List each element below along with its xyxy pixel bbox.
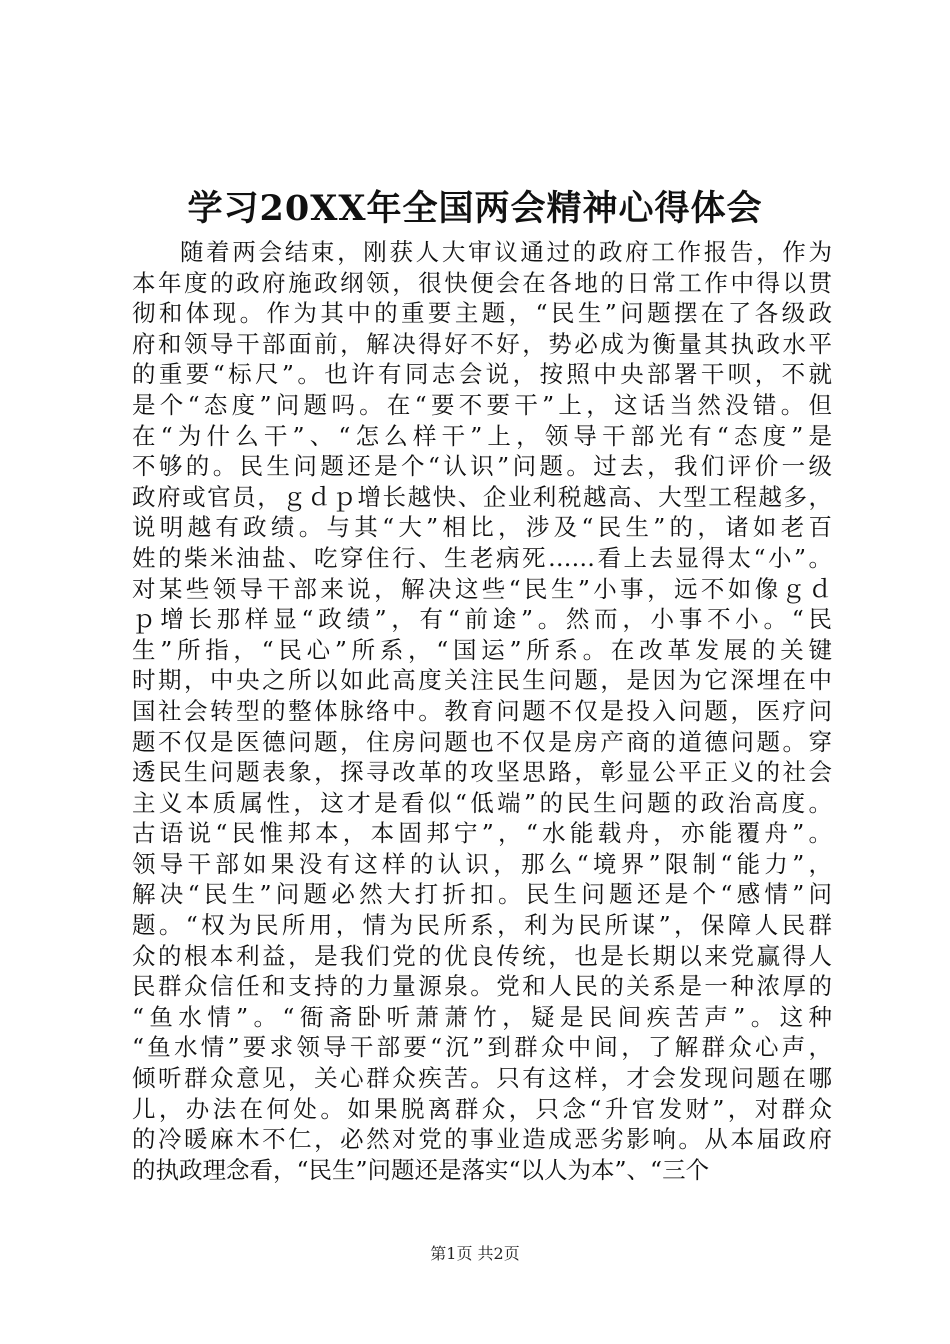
text-line: 领导干部如果没有这样的认识，那么“境界”限制“能力”， bbox=[132, 849, 832, 878]
text-line: 政府或官员，ｇｄｐ增长越快、企业利税越高、大型工程越多， bbox=[132, 482, 832, 511]
text-line: 生”所指，“民心”所系，“国运”所系。在改革发展的关键 bbox=[132, 635, 832, 664]
text-line: 古语说“民惟邦本，本固邦宁”，“水能载舟，亦能覆舟”。 bbox=[132, 819, 832, 848]
page-number: 第1页 共2页 bbox=[430, 1244, 520, 1263]
body-paragraph bbox=[132, 237, 832, 1185]
text-line: 主义本质属性，这才是看似“低端”的民生问题的政治高度。 bbox=[132, 788, 832, 817]
text-line: 题。“权为民所用，情为民所系，利为民所谋”，保障人民群 bbox=[132, 911, 832, 940]
text-line: 说明越有政绩。与其“大”相比，涉及“民生”的，诸如老百 bbox=[132, 513, 832, 542]
text-line: 在“为什么干”、“怎么样干”上，领导干部光有“态度”是 bbox=[132, 421, 832, 450]
text-line: 国社会转型的整体脉络中。教育问题不仅是投入问题，医疗问 bbox=[132, 696, 832, 725]
text-line: 府和领导干部面前，解决得好不好，势必成为衡量其执政水平 bbox=[132, 329, 832, 358]
text-line: 是个“态度”问题吗。在“要不要干”上，这话当然没错。但 bbox=[132, 390, 832, 419]
text-line: 的冷暖麻木不仁，必然对党的事业造成恶劣影响。从本届政府 bbox=[132, 1125, 832, 1154]
text-line: 彻和体现。作为其中的重要主题，“民生”问题摆在了各级政 bbox=[132, 299, 832, 328]
text-line: 随着两会结束，刚获人大审议通过的政府工作报告，作为 bbox=[180, 238, 832, 266]
text-line: “鱼水情”要求领导干部要“沉”到群众中间，了解群众心声， bbox=[132, 1033, 832, 1062]
text-line: ｐ增长那样显“政绩”，有“前途”。然而，小事不小。“民 bbox=[132, 605, 832, 634]
text-line: 倾听群众意见，关心群众疾苦。只有这样，才会发现问题在哪 bbox=[132, 1064, 832, 1093]
text-line: 儿，办法在何处。如果脱离群众，只念“升官发财”，对群众 bbox=[132, 1094, 832, 1123]
text-line: 不够的。民生问题还是个“认识”问题。过去，我们评价一级 bbox=[132, 452, 832, 481]
text-line: 题不仅是医德问题，住房问题也不仅是房产商的道德问题。穿 bbox=[132, 727, 832, 756]
text-line: “鱼水情”。“衙斋卧听萧萧竹，疑是民间疾苦声”。这种 bbox=[132, 1002, 832, 1031]
text-line: 对某些领导干部来说，解决这些“民生”小事，远不如像ｇｄ bbox=[132, 574, 832, 603]
text-line: 本年度的政府施政纲领，很快便会在各地的日常工作中得以贯 bbox=[132, 268, 832, 297]
text-line: 姓的柴米油盐、吃穿住行、生老病死……看上去显得太“小”。 bbox=[132, 543, 832, 572]
text-line: 时期，中央之所以如此高度关注民生问题，是因为它深埋在中 bbox=[132, 666, 832, 695]
page-title: 学习20XX年全国两会精神心得体会 bbox=[187, 188, 763, 229]
text-line: 的执政理念看，“民生”问题还是落实“以人为本”、“三个 bbox=[132, 1155, 710, 1184]
text-line: 民群众信任和支持的力量源泉。党和人民的关系是一种浓厚的 bbox=[132, 972, 832, 1001]
text-line: 的重要“标尺”。也许有同志会说，按照中央部署干呗，不就 bbox=[132, 360, 832, 389]
text-line: 透民生问题表象，探寻改革的攻坚思路，彰显公平正义的社会 bbox=[132, 758, 832, 787]
text-line: 众的根本利益，是我们党的优良传统，也是长期以来党赢得人 bbox=[132, 941, 832, 970]
text-line: 解决“民生”问题必然大打折扣。民生问题还是个“感情”问 bbox=[132, 880, 832, 909]
